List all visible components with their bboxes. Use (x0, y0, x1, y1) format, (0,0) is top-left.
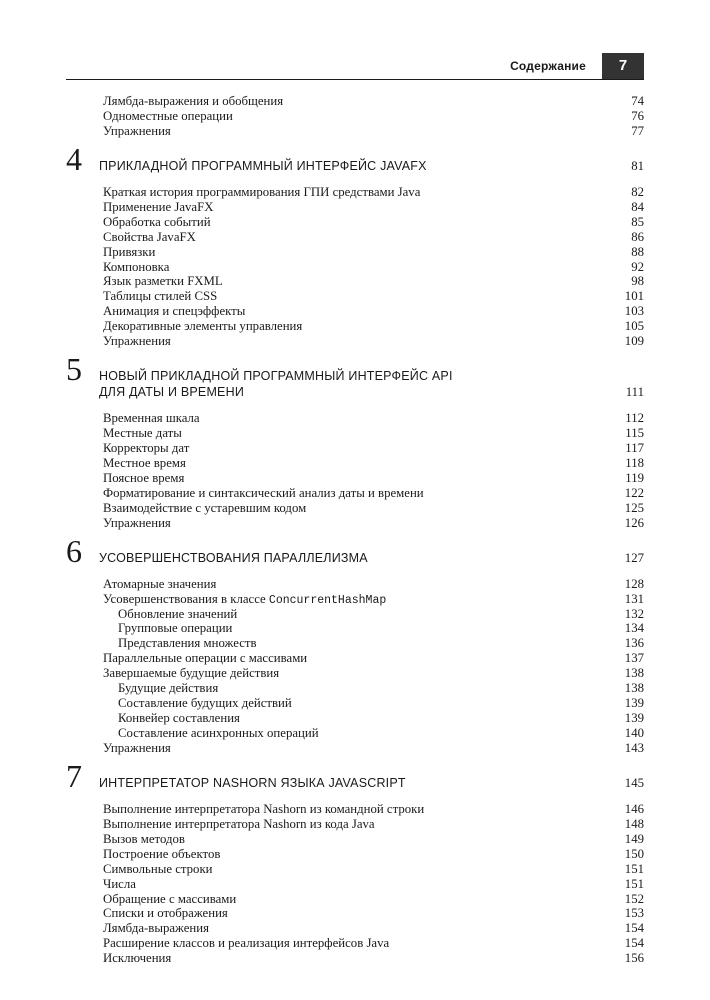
toc-entry[interactable] (66, 936, 644, 951)
toc-entry[interactable] (66, 486, 644, 501)
toc-entry[interactable] (66, 906, 644, 921)
toc-entry-title: Корректоры дат (103, 441, 190, 455)
toc-entry-page: 112 (625, 411, 644, 426)
toc-entry-title: Свойства JavaFX (103, 229, 196, 244)
chapter-title-line1: ПРИКЛАДНОЙ ПРОГРАММНЫЙ ИНТЕРФЕЙС JAVAFX (99, 158, 427, 173)
toc-subentry[interactable] (66, 681, 644, 696)
toc-entry-title: Представления множеств (118, 636, 257, 651)
toc-entry-page: 98 (631, 274, 644, 289)
toc-entry-title: Составление будущих действий (118, 696, 292, 711)
chapter-heading[interactable] (66, 353, 644, 411)
toc-entry-page: 92 (631, 259, 644, 274)
toc-entry-page: 132 (624, 606, 644, 621)
chapter-number: 7 (66, 757, 82, 794)
toc-entry-page: 74 (631, 94, 644, 108)
chapter-page: 81 (631, 158, 644, 173)
toc-entry[interactable] (66, 334, 644, 349)
chapter-title-line1: НОВЫЙ ПРИКЛАДНОЙ ПРОГРАММНЫЙ ИНТЕРФЕЙС API (99, 369, 453, 384)
toc-entry-page: 134 (624, 621, 644, 636)
toc-entry[interactable] (66, 274, 644, 289)
chapter-page: 145 (624, 775, 644, 790)
toc-entry-page: 105 (624, 319, 644, 334)
toc-entry[interactable] (66, 817, 644, 832)
toc-entry-page: 138 (624, 681, 644, 696)
toc-subentry[interactable] (66, 636, 644, 651)
toc-entry[interactable] (66, 577, 644, 592)
toc-entry[interactable] (66, 592, 644, 607)
toc-entry-page: 156 (624, 951, 644, 966)
toc-entry-page: 84 (631, 199, 644, 214)
toc-entry-title: Упражнения (103, 123, 171, 138)
toc-entry-title: Язык разметки FXML (103, 274, 223, 289)
toc-entry-title: Краткая история программирования ГПИ средствами Java (103, 184, 421, 199)
toc-entry-title: Числа (103, 876, 136, 891)
chapter-heading[interactable] (66, 757, 644, 802)
toc-entry[interactable] (66, 471, 644, 486)
running-header-title: Содержание (510, 59, 586, 73)
toc-entry-page: 151 (624, 861, 644, 876)
toc-entry[interactable] (66, 921, 644, 936)
toc-subentry[interactable] (66, 711, 644, 726)
toc-entry-title: Компоновка (103, 259, 170, 274)
toc-entry[interactable] (66, 245, 644, 260)
toc-entry[interactable] (66, 124, 644, 139)
toc-entry-title: Составление асинхронных операций (118, 726, 319, 740)
chapter-title (99, 775, 406, 791)
toc-entry[interactable] (66, 185, 644, 200)
toc-entry[interactable] (66, 892, 644, 907)
toc-entry[interactable] (66, 951, 644, 966)
toc-entry[interactable] (66, 215, 644, 230)
toc-entry-title: Обращение с массивами (103, 891, 237, 906)
toc-entry[interactable] (66, 741, 644, 756)
toc-subentry[interactable] (66, 726, 644, 741)
toc-entry[interactable] (66, 304, 644, 319)
toc-entry[interactable] (66, 877, 644, 892)
toc-entry-page: 128 (624, 576, 644, 591)
toc-entry[interactable] (66, 426, 644, 441)
toc-entry-page: 86 (631, 229, 644, 244)
toc-entry-title: Применение JavaFX (103, 199, 214, 214)
chapter-title (99, 368, 453, 400)
toc-chapters (66, 140, 644, 966)
toc-entry[interactable] (66, 516, 644, 531)
toc-entry-code: ConcurrentHashMap (268, 593, 387, 607)
toc-entry[interactable] (66, 319, 644, 334)
toc-entry-title: Временная шкала (103, 411, 200, 426)
toc-entry-page: 118 (625, 455, 644, 470)
toc-entry-page: 149 (624, 831, 644, 846)
toc-entry-title: Групповые операции (118, 621, 233, 636)
toc-entry-title: Упражнения (103, 334, 171, 349)
chapter-page: 111 (625, 385, 644, 400)
toc-entry[interactable] (66, 260, 644, 275)
toc-entry[interactable] (66, 200, 644, 215)
toc-entry-page: 125 (624, 500, 644, 515)
toc-entry-page: 131 (624, 591, 644, 606)
chapter-title-line1: ИНТЕРПРЕТАТОР NASHORN ЯЗЫКА JAVASCRIPT (99, 775, 406, 790)
toc-subentry[interactable] (66, 696, 644, 711)
toc-entry-title: Анимация и спецэффекты (103, 304, 246, 319)
toc-entry-page: 101 (624, 289, 644, 304)
toc-entry-title: Поясное время (103, 470, 185, 485)
toc-entry-title: Декоративные элементы управления (103, 319, 303, 334)
toc-entry-title: Упражнения (103, 740, 171, 755)
toc-entry-title: Выполнение интерпретатора Nashorn из командной строки (103, 801, 425, 816)
toc-entry-title: Вызов методов (103, 831, 185, 846)
toc-entry-title: Взаимодействие с устаревшим кодом (103, 500, 307, 515)
toc-entry-page: 143 (624, 740, 644, 755)
toc-entry-page: 117 (625, 441, 644, 455)
toc-entry[interactable] (66, 651, 644, 666)
toc-entry-page: 152 (624, 891, 644, 906)
chapter-heading[interactable] (66, 532, 644, 577)
toc-entry[interactable] (66, 441, 644, 456)
toc-entry-page: 88 (631, 244, 644, 259)
toc-entry-page: 154 (624, 921, 644, 936)
toc-entry-page: 151 (624, 876, 644, 891)
toc-entry[interactable] (66, 847, 644, 862)
toc-subentry[interactable] (66, 607, 644, 622)
toc-entry-page: 146 (624, 801, 644, 816)
page-number-badge: 7 (602, 53, 644, 79)
toc-entry[interactable] (66, 501, 644, 516)
toc-entry-title: Символьные строки (103, 861, 213, 876)
chapter-page: 127 (624, 550, 644, 565)
toc-entry-page: 139 (624, 696, 644, 711)
toc-subentry[interactable] (66, 621, 644, 636)
toc-entry-title-text: Усовершенствования в классе (103, 591, 269, 606)
toc-entry-title: Расширение классов и реализация интерфейсов Java (103, 936, 390, 951)
chapter-number: 4 (66, 140, 82, 177)
toc-entry-title: Обновление значений (118, 606, 238, 621)
toc-entry-title: Форматирование и синтаксический анализ даты и времени (103, 485, 424, 500)
chapter-title (99, 550, 368, 566)
toc-entry[interactable] (66, 862, 644, 877)
toc-entry-page: 82 (631, 184, 644, 199)
running-header (66, 53, 644, 80)
toc-entry-title: Построение объектов (103, 846, 221, 861)
toc-entry[interactable] (66, 411, 644, 426)
toc-entry-page: 153 (624, 906, 644, 921)
toc-entry-page: 148 (624, 816, 644, 831)
toc-entry[interactable] (66, 666, 644, 681)
toc-entry-page: 103 (624, 304, 644, 319)
toc-entry[interactable] (66, 230, 644, 245)
toc-entry-title: Одноместные операции (103, 108, 233, 123)
table-of-contents (66, 94, 644, 966)
toc-entry-page: 77 (631, 123, 644, 138)
toc-entry-title: Таблицы стилей CSS (103, 289, 218, 304)
chapter-title (99, 158, 427, 174)
chapter-number: 5 (66, 351, 82, 388)
toc-entry-page: 154 (624, 936, 644, 951)
toc-entry-title: Будущие действия (118, 681, 219, 696)
toc-intro-section (66, 94, 644, 139)
toc-entry-page: 140 (624, 726, 644, 740)
toc-entry[interactable] (66, 832, 644, 847)
toc-entry-page: 115 (625, 426, 644, 441)
toc-entry-title: Привязки (103, 244, 156, 259)
toc-entry-title: Лямбда-выражения и обобщения (103, 94, 284, 108)
toc-entry[interactable] (66, 94, 644, 109)
toc-entry-title: Обработка событий (103, 214, 211, 229)
toc-entry-page: 119 (625, 470, 644, 485)
toc-entry-page: 138 (624, 666, 644, 681)
toc-entry-title: Завершаемые будущие действия (103, 666, 280, 681)
toc-entry-page: 122 (624, 485, 644, 500)
toc-entry-page: 85 (631, 214, 644, 229)
toc-entry-title: Конвейер составления (118, 711, 240, 726)
toc-entry-title: Упражнения (103, 515, 171, 530)
toc-entry[interactable] (66, 289, 644, 304)
toc-entry-title: Параллельные операции с массивами (103, 651, 308, 666)
toc-entry[interactable] (66, 802, 644, 817)
chapter-title-line1: УСОВЕРШЕНСТВОВАНИЯ ПАРАЛЛЕЛИЗМА (99, 550, 368, 565)
toc-entry-title: Местные даты (103, 426, 182, 441)
toc-entry[interactable] (66, 109, 644, 124)
chapter-number: 6 (66, 532, 82, 569)
toc-entry-page: 76 (631, 108, 644, 123)
toc-entry-page: 126 (624, 515, 644, 530)
toc-entry-title: Атомарные значения (103, 576, 217, 591)
toc-entry-page: 109 (624, 334, 644, 349)
toc-entry-page: 136 (624, 636, 644, 651)
toc-entry-page: 139 (624, 711, 644, 726)
toc-entry-page: 137 (624, 651, 644, 666)
chapter-title-line2: ДЛЯ ДАТЫ И ВРЕМЕНИ (99, 385, 245, 400)
toc-entry-title: Списки и отображения (103, 906, 228, 921)
toc-entry-title: Местное время (103, 455, 186, 470)
toc-entry-title: Исключения (103, 951, 172, 966)
toc-entry-page: 150 (624, 846, 644, 861)
chapter-heading[interactable] (66, 140, 644, 185)
toc-entry-title: Выполнение интерпретатора Nashorn из кода Java (103, 816, 375, 831)
toc-entry-title: Лямбда-выражения (103, 921, 209, 936)
toc-entry[interactable] (66, 456, 644, 471)
